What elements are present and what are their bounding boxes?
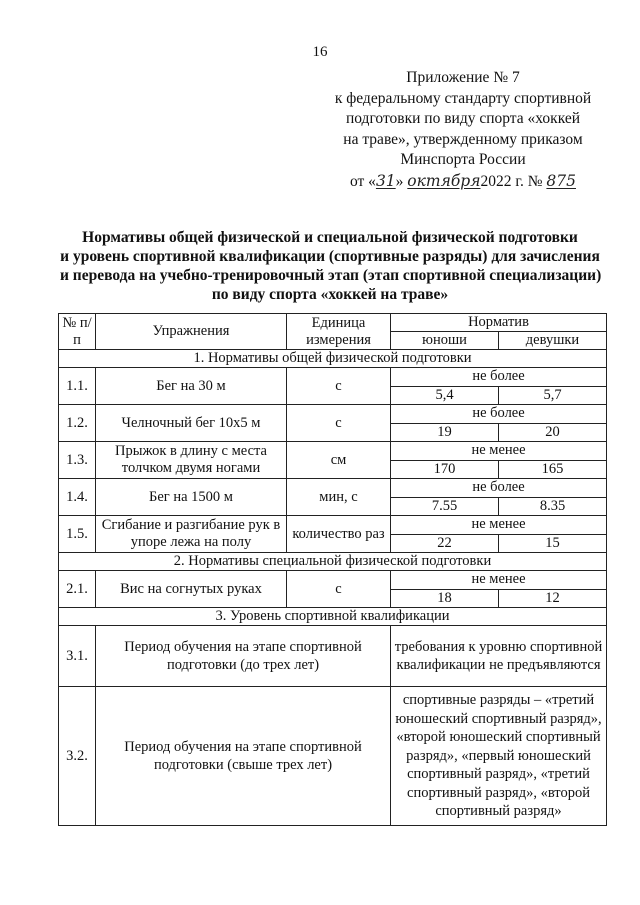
qualification-requirement: требования к уровню спортивной квалификации не предъявляются — [391, 626, 607, 687]
row-girls-value: 5,7 — [499, 386, 607, 405]
page-number: 16 — [312, 44, 328, 60]
qualification-period: Период обучения на этапе спортивной подготовки (свыше трех лет) — [96, 687, 391, 826]
row-girls-value: 165 — [499, 460, 607, 479]
row-girls-value: 12 — [499, 589, 607, 608]
row-exercise: Прыжок в длину с места толчком двумя ногами — [96, 442, 287, 479]
header-norm: Норматив — [391, 314, 607, 332]
row-limit: не более — [391, 479, 607, 498]
table-row — [59, 442, 607, 461]
row-num: 3.2. — [59, 687, 96, 826]
table-row — [59, 571, 607, 590]
header-line: Минспорта России — [400, 151, 526, 168]
date-prefix: от « — [349, 172, 376, 190]
year-text: 2022 г. № — [480, 172, 543, 190]
title-line: и уровень спортивной квалификации (спортивные разряды) для зачисления — [60, 248, 600, 265]
row-boys-value: 5,4 — [391, 386, 499, 405]
row-exercise: Сгибание и разгибание рук в упоре лежа на полу — [96, 516, 287, 553]
qualification-period: Период обучения на этапе спортивной подготовки (до трех лет) — [96, 626, 391, 687]
table-row — [59, 479, 607, 498]
handwritten-order-number: 875 — [546, 171, 576, 190]
section-title: 1. Нормативы общей физической подготовки — [59, 350, 607, 368]
row-num: 1.1. — [59, 368, 96, 405]
header-unit: Единица измерения — [287, 314, 391, 350]
row-limit: не менее — [391, 442, 607, 461]
qualification-requirement: спортивные разряды – «третий юношеский спортивный разряд», «второй юношеский спортивный разряд», «первый юношеский спортивный разряд», «третий спортивный разряд», «второй спортивный разряд» — [391, 687, 607, 826]
row-boys-value: 19 — [391, 423, 499, 442]
row-num: 2.1. — [59, 571, 96, 608]
row-limit: не менее — [391, 571, 607, 590]
header-line: Приложение № 7 — [406, 69, 520, 86]
title-line: Нормативы общей физической и специальной физической подготовки — [82, 229, 578, 246]
table-row — [59, 405, 607, 424]
handwritten-day: 31 — [375, 171, 396, 190]
title-line: и перевода на учебно-тренировочный этап (этап спортивной специализации) — [60, 267, 602, 284]
row-limit: не менее — [391, 516, 607, 535]
row-limit: не более — [391, 368, 607, 387]
row-unit: мин, с — [287, 479, 391, 516]
order-date-line — [318, 171, 608, 193]
header-line: подготовки по виду спорта «хоккей — [345, 110, 581, 127]
row-exercise: Бег на 30 м — [96, 368, 287, 405]
row-unit: количество раз — [287, 516, 391, 553]
section-row — [59, 350, 607, 368]
row-unit: с — [287, 368, 391, 405]
row-boys-value: 7.55 — [391, 497, 499, 516]
row-num: 3.1. — [59, 626, 96, 687]
section-row — [59, 608, 607, 626]
row-girls-value: 15 — [499, 534, 607, 553]
norms-table — [58, 313, 607, 826]
row-num: 1.2. — [59, 405, 96, 442]
row-boys-value: 22 — [391, 534, 499, 553]
row-exercise: Вис на согнутых руках — [96, 571, 287, 608]
row-num: 1.3. — [59, 442, 96, 479]
header-num: № п/п — [59, 314, 96, 350]
row-num: 1.4. — [59, 479, 96, 516]
section-title: 2. Нормативы специальной физической подготовки — [59, 553, 607, 571]
row-num: 1.5. — [59, 516, 96, 553]
row-limit: не более — [391, 405, 607, 424]
section-title: 3. Уровень спортивной квалификации — [59, 608, 607, 626]
header-line: к федеральному стандарту спортивной — [334, 89, 592, 107]
row-exercise: Бег на 1500 м — [96, 479, 287, 516]
row-girls-value: 8.35 — [499, 497, 607, 516]
handwritten-month: октября — [407, 171, 481, 190]
table-row — [59, 368, 607, 387]
row-boys-value: 170 — [391, 460, 499, 479]
qualification-row — [59, 687, 607, 826]
row-unit: см — [287, 442, 391, 479]
header-boys: юноши — [391, 332, 499, 350]
row-girls-value: 20 — [499, 423, 607, 442]
table-row — [59, 516, 607, 535]
document-title — [60, 228, 600, 304]
header-line: на траве», утвержденному приказом — [343, 130, 583, 148]
row-unit: с — [287, 571, 391, 608]
row-boys-value: 18 — [391, 589, 499, 608]
date-mid: » — [395, 172, 404, 190]
header-exercise: Упражнения — [96, 314, 287, 350]
header-girls: девушки — [499, 332, 607, 350]
qualification-row — [59, 626, 607, 687]
table-header-row — [59, 314, 607, 332]
row-unit: с — [287, 405, 391, 442]
row-exercise: Челночный бег 10х5 м — [96, 405, 287, 442]
title-line: по виду спорта «хоккей на траве» — [211, 286, 449, 303]
appendix-header — [318, 68, 608, 192]
section-row — [59, 553, 607, 571]
